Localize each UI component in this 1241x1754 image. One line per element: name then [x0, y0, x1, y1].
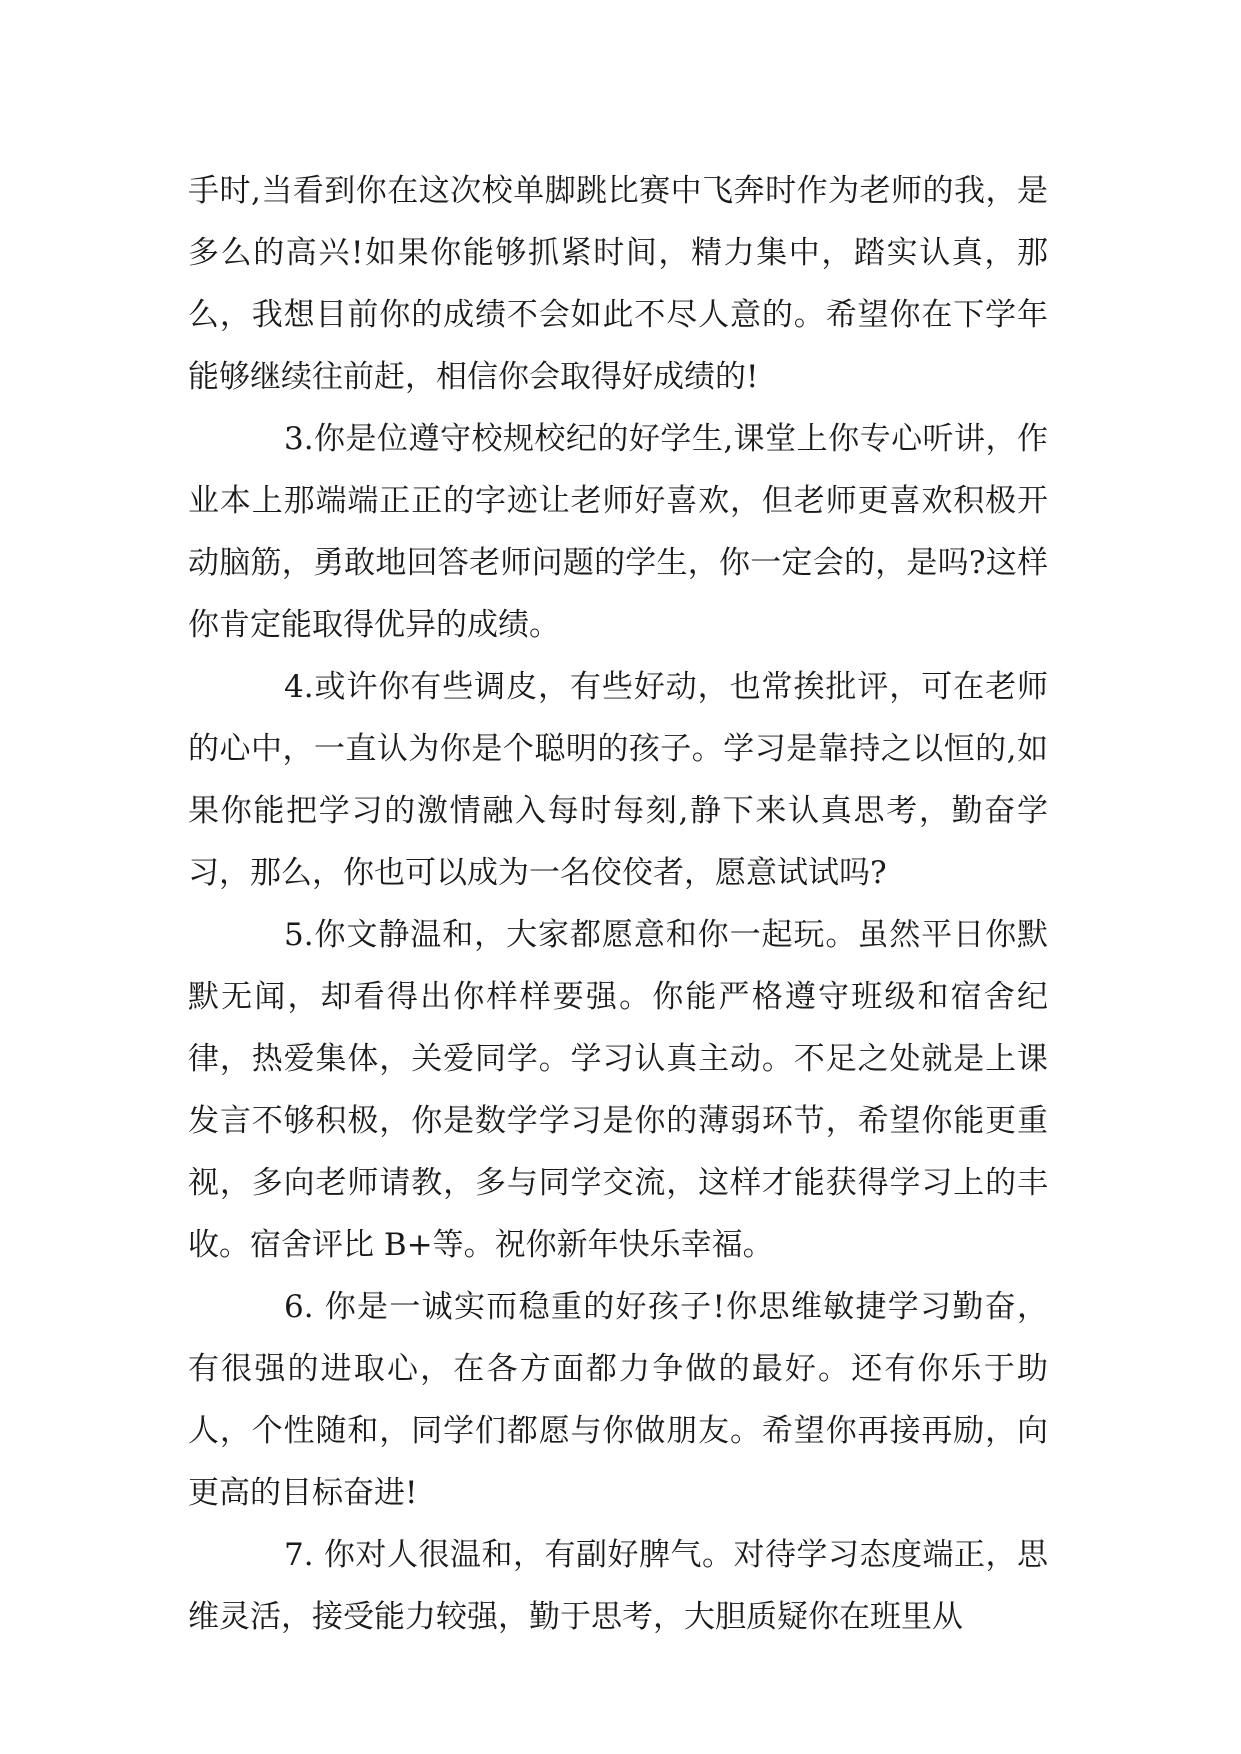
paragraph-item-4: 4.或许你有些调皮，有些好动，也常挨批评，可在老师的心中，一直认为你是个聪明的孩子。学习是靠持之以恒的,如果你能把学习的激情融入每时每刻,静下来认真思考，勤奋学习，那么，你也可以成为一名佼佼者，愿意试试吗?: [188, 669, 1048, 891]
paragraph-item-3: 3.你是位遵守校规校纪的好学生,课堂上你专心听讲，作业本上那端端正正的字迹让老师好喜欢，但老师更喜欢积极开动脑筋，勇敢地回答老师问题的学生，你一定会的，是吗?这样你肯定能取得优异的成绩。: [188, 421, 1048, 643]
document-page: [188, 160, 1048, 1648]
paragraph-continued: 手时,当看到你在这次校单脚跳比赛中飞奔时作为老师的我，是多么的高兴!如果你能够抓紧时间，精力集中，踏实认真，那么，我想目前你的成绩不会如此不尽人意的。希望你在下学年能够继续往前赶，相信你会取得好成绩的!: [188, 173, 1048, 395]
paragraph-item-7: 7. 你对人很温和，有副好脾气。对待学习态度端正，思维灵活，接受能力较强，勤于思考，大胆质疑你在班里从: [188, 1537, 1048, 1635]
paragraph-item-5: 5.你文静温和，大家都愿意和你一起玩。虽然平日你默默无闻，却看得出你样样要强。你能严格遵守班级和宿舍纪律，热爱集体，关爱同学。学习认真主动。不足之处就是上课发言不够积极，你是数学学习是你的薄弱环节，希望你能更重视，多向老师请教，多与同学交流，这样才能获得学习上的丰收。宿舍评比 B+等。祝你新年快乐幸福。: [188, 917, 1048, 1263]
paragraph-item-6: 6. 你是一诚实而稳重的好孩子!你思维敏捷学习勤奋，有很强的进取心，在各方面都力争做的最好。还有你乐于助人，个性随和，同学们都愿与你做朋友。希望你再接再励，向更高的目标奋进!: [188, 1289, 1048, 1511]
